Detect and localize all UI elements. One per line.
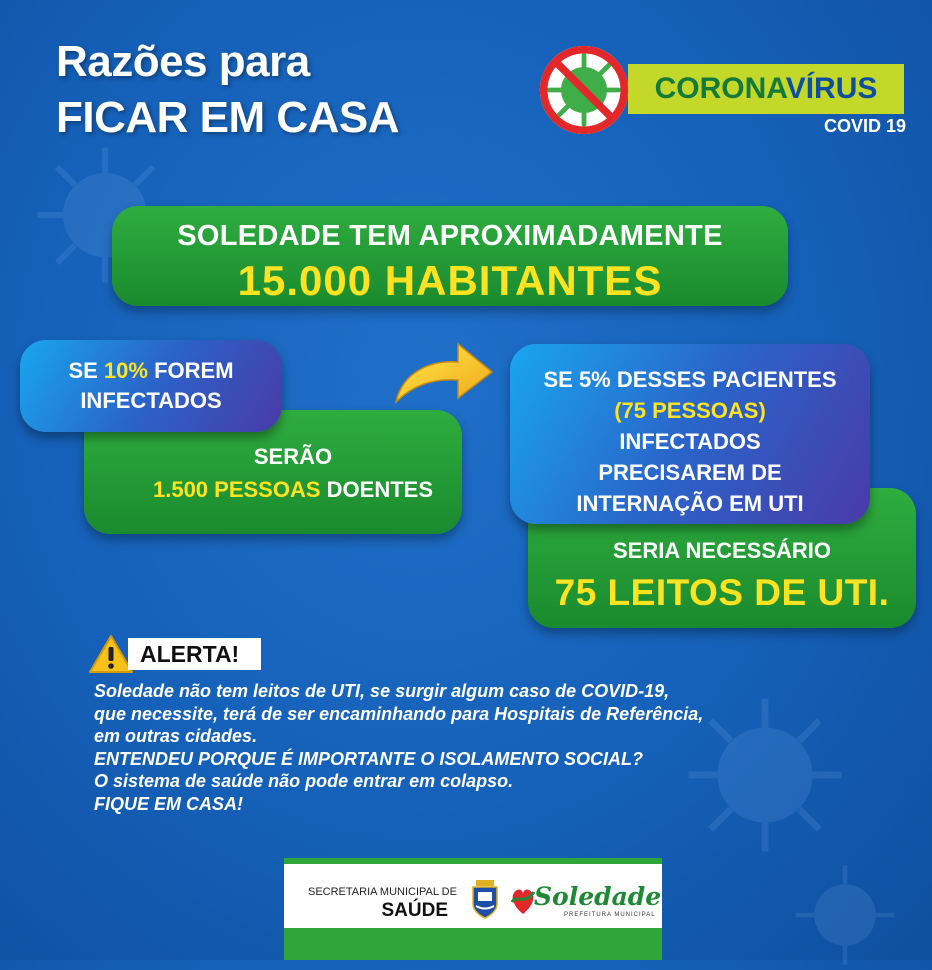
title-line-1: Razões para <box>56 37 310 86</box>
no-virus-icon <box>536 42 632 138</box>
corona-text: CORONA <box>654 72 786 105</box>
page-title <box>56 34 399 146</box>
population-banner <box>112 206 788 306</box>
icu-beds-count: 75 LEITOS DE UTI. <box>554 572 890 613</box>
municipal-crest-icon <box>470 878 500 920</box>
serao-text: SERÃO <box>253 444 333 469</box>
seria-necessario-text: SERIA NECESSÁRIO <box>612 538 831 563</box>
hospitalization-line-5: INTERNAÇÃO EM UTI <box>576 491 804 516</box>
alert-line: FIQUE EM CASA! <box>94 793 244 814</box>
alert-line: ENTENDEU PORQUE É IMPORTANTE O ISOLAMENTO SOCIAL? <box>94 748 644 769</box>
infection-line-2: INFECTADOS <box>80 388 222 413</box>
sick-people-suffix: DOENTES <box>320 477 433 502</box>
coronavirus-badge <box>536 42 916 142</box>
infection-rate-line <box>20 356 282 386</box>
alert-line: que necessite, terá de ser encaminhando para Hospitais de Referência, <box>94 703 704 724</box>
hospitalization-line-1: SE 5% DESSES PACIENTES <box>543 367 837 392</box>
secretaria-label: SECRETARIA MUNICIPAL DE <box>308 886 457 898</box>
alert-line: em outras cidades. <box>94 726 258 746</box>
alert-text <box>94 680 703 815</box>
saude-label: SAÚDE <box>381 900 448 921</box>
background-virus-icon <box>680 690 850 860</box>
infection-rate-box <box>20 340 282 432</box>
title-line-2: FICAR EM CASA <box>56 93 400 142</box>
alert-section <box>88 634 703 815</box>
infection-percent: 10% <box>103 358 148 383</box>
alert-line: Soledade não tem leitos de UTI, se surgir algum caso de COVID-19, <box>94 681 670 701</box>
infection-suffix: FOREM <box>147 358 234 383</box>
hospitalization-line-2: (75 PESSOAS) <box>614 398 766 423</box>
covid-19-label: COVID 19 <box>823 116 906 136</box>
coronavirus-label <box>628 64 904 114</box>
banner-line-2: 15.000 HABITANTES <box>237 257 663 304</box>
footer <box>284 858 662 960</box>
footer-logo-strip <box>284 864 662 928</box>
alert-label: ALERTA! <box>128 638 261 670</box>
virus-text: VÍRUS <box>785 72 878 105</box>
alert-line: O sistema de saúde não pode entrar em colapso. <box>94 771 514 791</box>
background-virus-icon <box>790 860 900 970</box>
sick-people-line <box>124 473 462 506</box>
logo-subtitle: PREFEITURA MUNICIPAL <box>564 912 656 918</box>
banner-line-1: SOLEDADE TEM APROXIMADAMENTE <box>177 220 723 252</box>
hospitalization-line-4: PRECISAREM DE <box>598 460 782 485</box>
curved-arrow-icon <box>392 338 496 408</box>
infection-prefix: SE <box>68 358 104 383</box>
logo-name: Soledade <box>534 882 662 911</box>
soledade-logo <box>508 882 662 924</box>
hospitalization-box <box>510 344 870 524</box>
hospitalization-line-3: INFECTADOS <box>619 429 761 454</box>
sick-people-count: 1.500 PESSOAS <box>152 477 321 502</box>
